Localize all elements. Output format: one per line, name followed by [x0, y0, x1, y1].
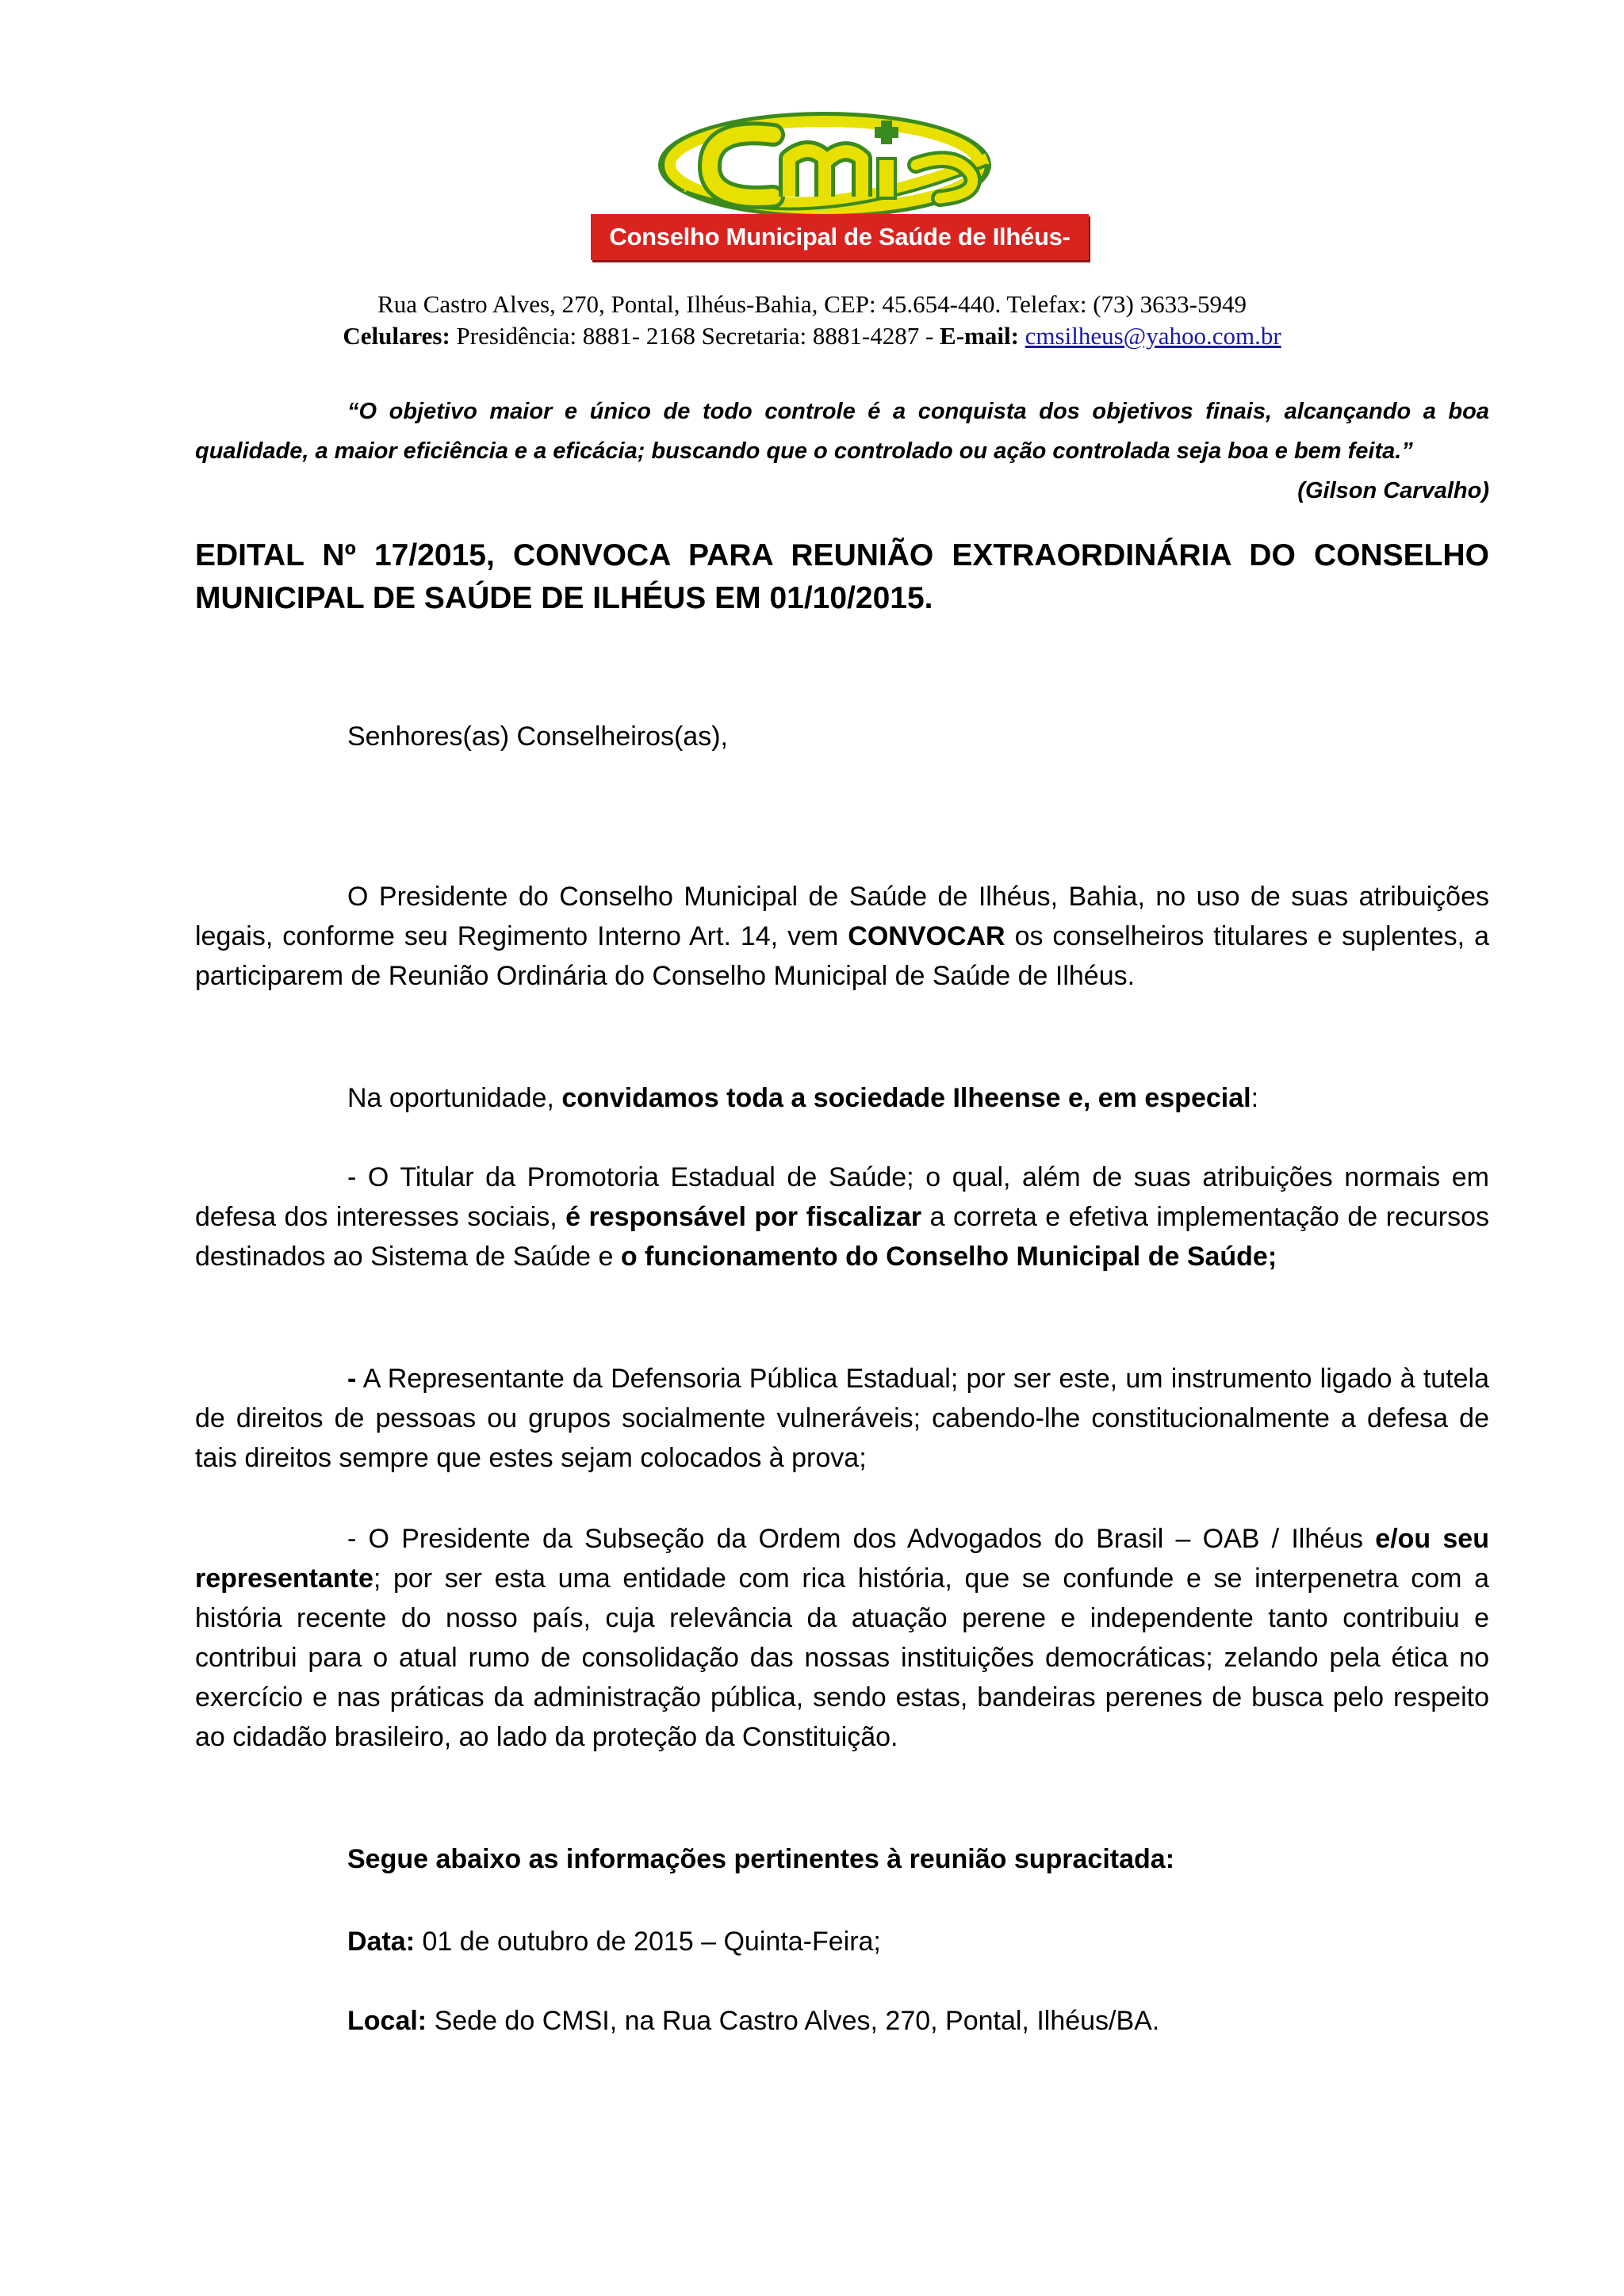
place-label: Local: [347, 2006, 427, 2036]
bold-text: é responsável por fiscalizar [565, 1202, 922, 1232]
epigraph-line-1: “O objetivo maior e único de todo controle é a conquista dos objetivos finais, alcançando a boa [347, 399, 1489, 424]
place-value: Sede do CMSI, na Rua Castro Alves, 270, Pontal, Ilhéus/BA. [427, 2006, 1160, 2036]
text: - O Titular da Promotoria Estadual de Saúde; o qual, além de suas atribuições normais em defesa dos interesses sociais, [195, 1162, 1489, 1232]
bold-text: o funcionamento do Conselho Municipal de Saúde; [620, 1242, 1277, 1272]
epigraph-line-2: qualidade, a maior eficiência e a eficácia; buscando que o controlado ou ação controlada seja boa e bem feita.” [195, 438, 1413, 464]
phones-text: Presidência: 8881- 2168 Secretaria: 8881-4287 - [450, 322, 940, 350]
bold-text: e/ou seu representante [195, 1524, 1489, 1594]
date-label: Data: [347, 1927, 416, 1957]
info-heading [195, 1839, 1489, 1879]
email-label: E-mail: [940, 322, 1019, 350]
epigraph [195, 392, 1489, 511]
address-line: Rua Castro Alves, 270, Pontal, Ilhéus-Bahia, CEP: 45.654-440. Telefax: (73) 3633-5949 [377, 290, 1247, 318]
paragraph-defensoria [195, 1359, 1489, 1478]
paragraph-oab [195, 1519, 1489, 1757]
email-link[interactable]: cmsilheus@yahoo.com.br [1025, 322, 1281, 350]
document-title: EDITAL Nº 17/2015, CONVOCA PARA REUNIÃO EXTRAORDINÁRIA DO CONSELHO MUNICIPAL DE SAÚDE DE ILHÉUS EM 01/10/2015. [195, 538, 1489, 615]
cms-logo [591, 103, 1090, 297]
address-block [0, 289, 1624, 352]
phones-label: Celulares: [343, 322, 450, 350]
text: - O Presidente da Subseção da Ordem dos Advogados do Brasil – OAB / Ilhéus [347, 1524, 1376, 1554]
bold-text: CONVOCAR [848, 921, 1005, 951]
text: Na oportunidade, [347, 1083, 562, 1113]
meeting-date [195, 1922, 1489, 1961]
contact-line [0, 320, 1624, 352]
bold-text: convidamos toda a sociedade Ilheense e, em especial [561, 1083, 1251, 1113]
logo-banner: Conselho Municipal de Saúde de Ilhéus-Bahia [591, 214, 1089, 260]
bold-text: Segue abaixo as informações pertinentes à reunião supracitada: [347, 1844, 1175, 1874]
text: a correta e efetiva implementação de recursos destinados ao Sistema de Saúde e [195, 1202, 1490, 1272]
text: : [1251, 1083, 1259, 1113]
text: A Representante da Defensoria Pública Estadual; por ser este, um instrumento ligado à tutela de direitos de pessoas ou grupos socialmente vulneráveis; cabendo-lhe constitucionalmente a defesa de tais direitos sempre que estes sejam colocados à prova; [195, 1364, 1489, 1473]
paragraph-promotoria [195, 1158, 1489, 1276]
epigraph-author: (Gilson Carvalho) [1297, 478, 1489, 503]
date-value: 01 de outubro de 2015 – Quinta-Feira; [415, 1927, 881, 1957]
salutation: Senhores(as) Conselheiros(as), [347, 721, 728, 752]
bold-text: - [347, 1364, 357, 1394]
text: os conselheiros titulares e suplentes, a participarem de Reunião Ordinária do Conselho Municipal de Saúde de Ilhéus. [195, 921, 1489, 991]
paragraph-invitation [195, 1078, 1489, 1118]
logo-graphic [654, 103, 1019, 222]
paragraph-convocation [195, 877, 1489, 996]
text: O Presidente do Conselho Municipal de Saúde de Ilhéus, Bahia, no uso de suas atribuições legais, conforme seu Regimento Interno Art. 14, vem [195, 882, 1489, 951]
text: ; por ser esta uma entidade com rica história, que se confunde e se interpenetra com a história recente do nosso país, cuja relevância da atuação perene e independente tanto contribuiu e contribui para o atual rumo de consolidação das nossas instituições democráticas; zelando pela ética no exercício e nas práticas da administração pública, sendo estas, bandeiras perenes de busca pelo respeito ao cidadão brasileiro, ao lado da proteção da Constituição. [195, 1563, 1489, 1752]
meeting-place [195, 2001, 1489, 2041]
